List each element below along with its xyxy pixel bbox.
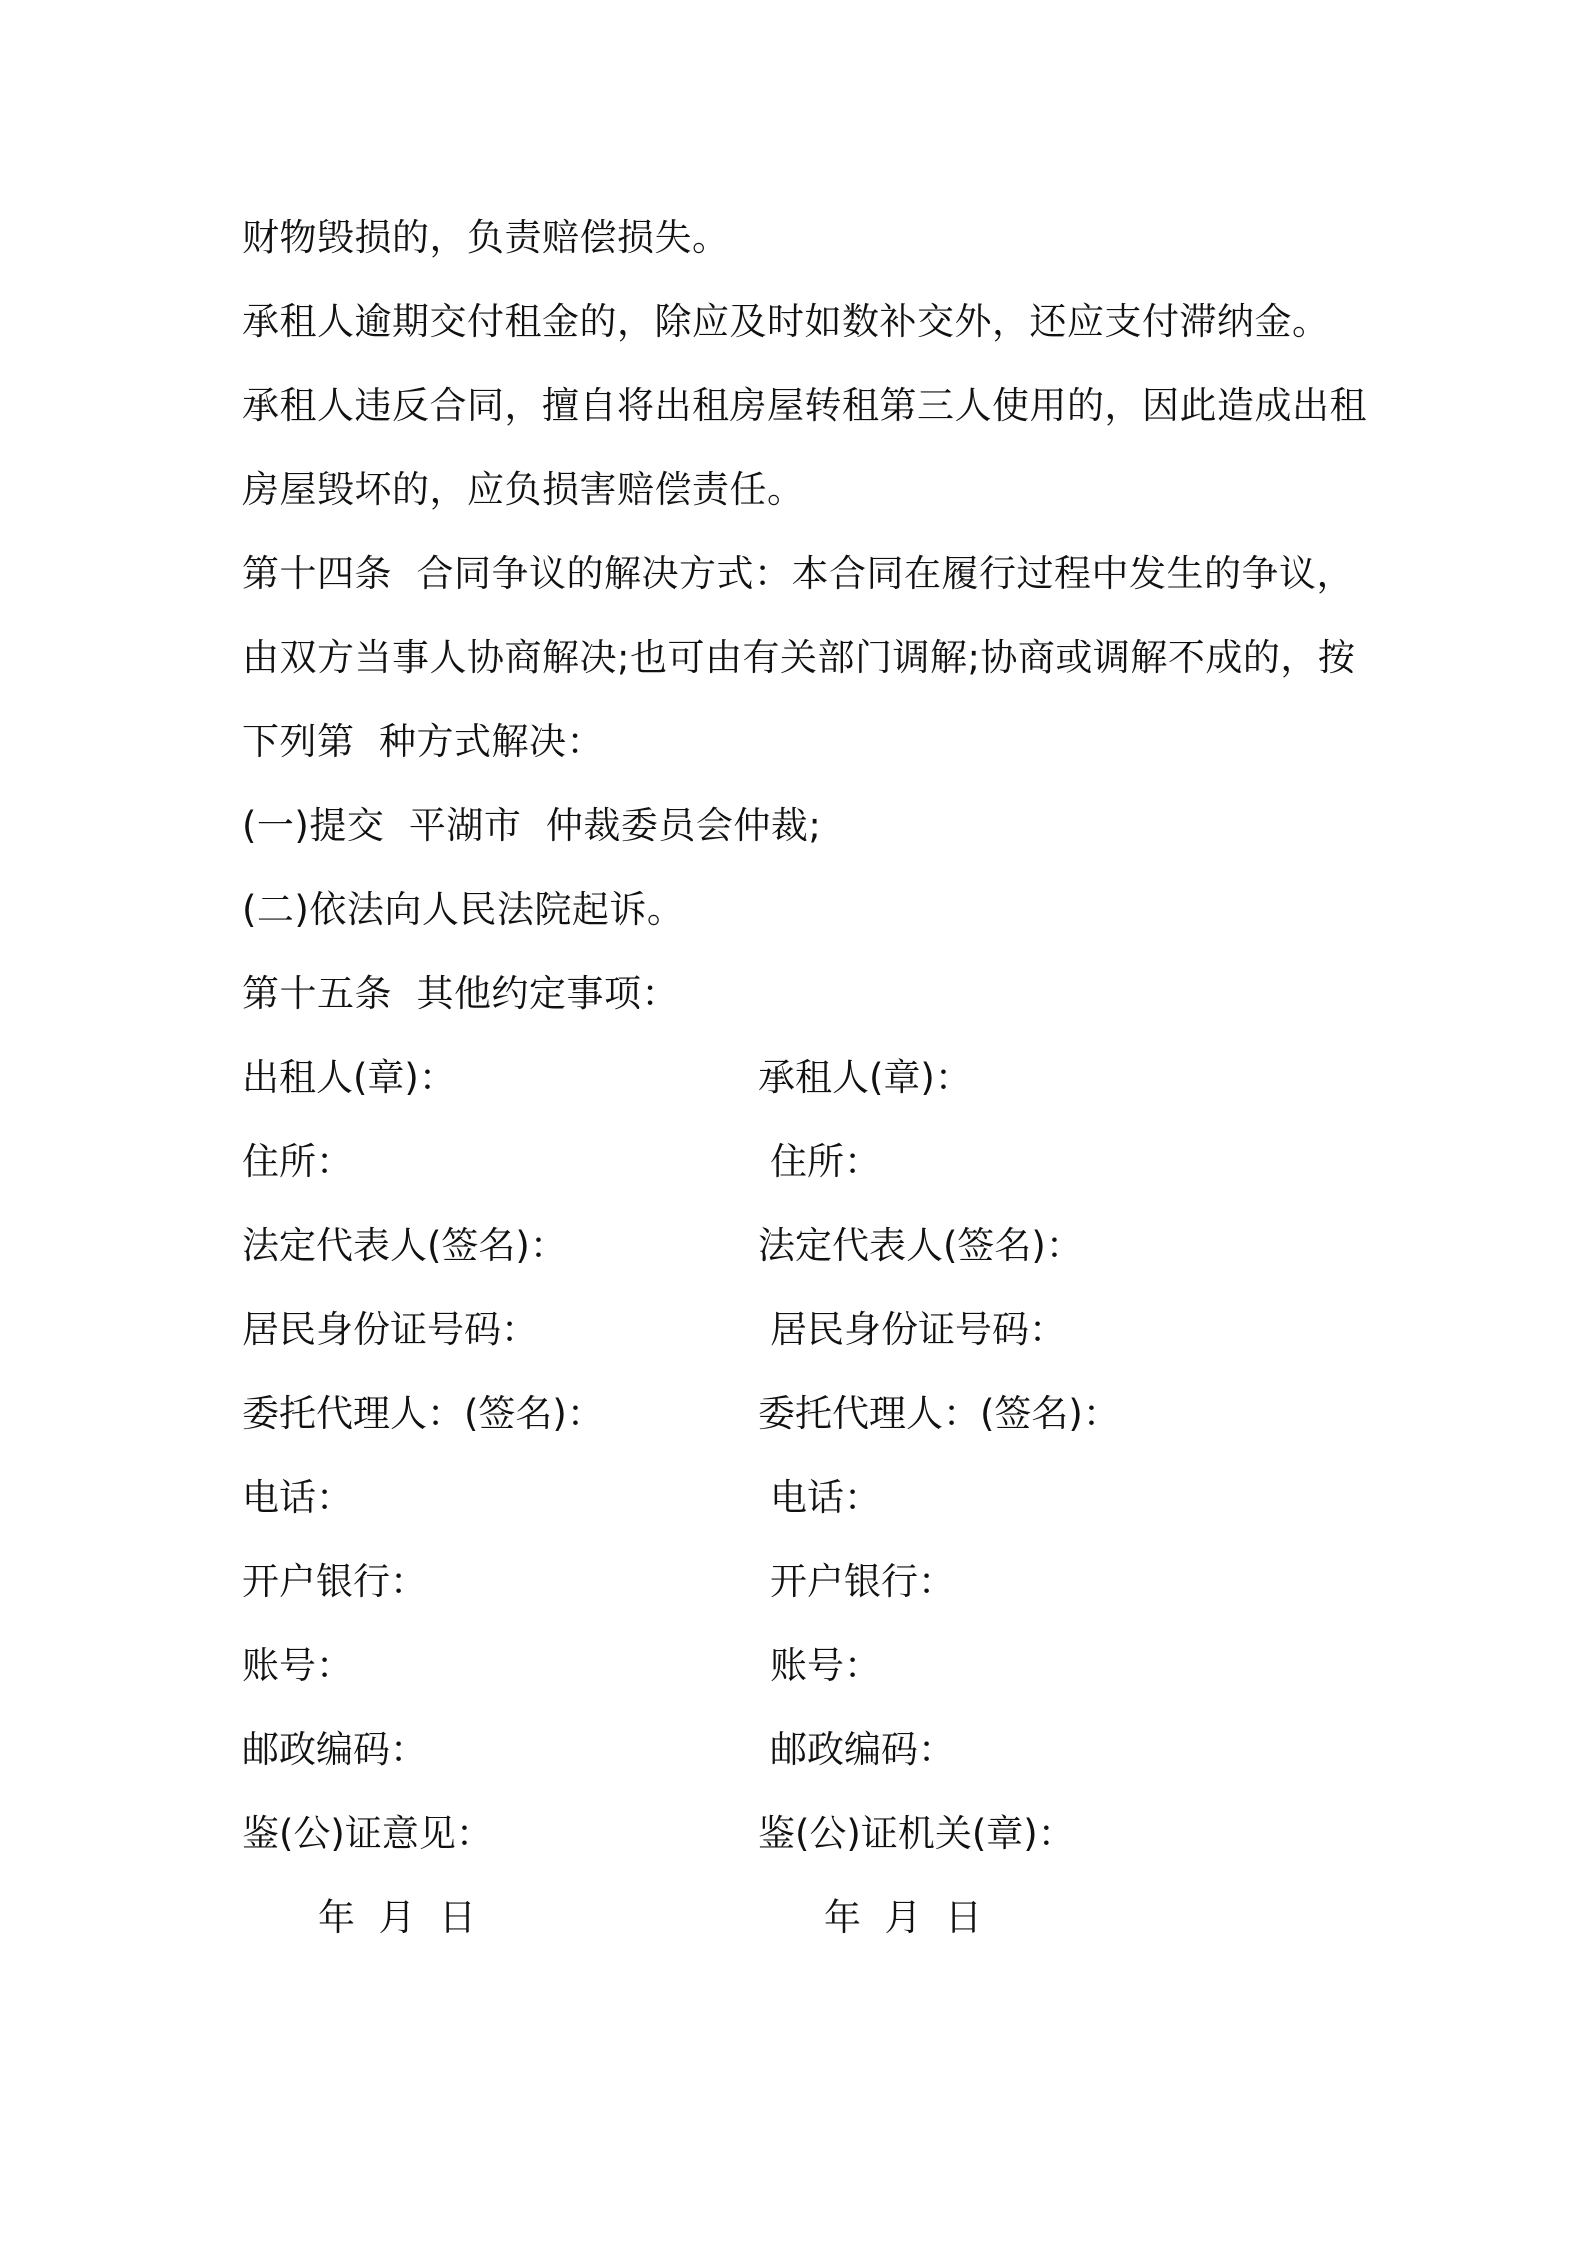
signature-row-lessor-lessee	[242, 1036, 1362, 1120]
signature-block	[242, 1036, 1362, 1960]
contract-body	[242, 196, 1367, 1036]
paragraph-line: 房屋毁坏的，应负损害赔偿责任。	[242, 468, 805, 511]
signature-row-legal-rep	[242, 1204, 1362, 1288]
signature-row-account	[242, 1624, 1362, 1708]
signature-row-bank	[242, 1540, 1362, 1624]
lessee-agent-label: 委托代理人：(签名)：	[758, 1392, 1120, 1435]
lessor-legal-rep-label: 法定代表人(签名)：	[242, 1224, 567, 1267]
lessor-agent-label: 委托代理人：(签名)：	[242, 1392, 604, 1435]
lessee-bank-label: 开户银行：	[770, 1560, 955, 1603]
option-one-line: (一)提交 平湖市 仲裁委员会仲裁;	[242, 804, 822, 847]
signature-row-address	[242, 1120, 1362, 1204]
lessee-account-label: 账号：	[770, 1644, 881, 1687]
signature-row-phone	[242, 1456, 1362, 1540]
article-14-line: 第十四条 合同争议的解决方式：本合同在履行过程中发生的争议，	[242, 552, 1355, 595]
notary-office-label: 鉴(公)证机关(章)：	[758, 1812, 1075, 1855]
article-15-line: 第十五条 其他约定事项：	[242, 972, 680, 1015]
lessor-account-label: 账号：	[242, 1644, 353, 1687]
paragraph-line: 承租人违反合同，擅自将出租房屋转租第三人使用的，因此造成出租	[242, 384, 1367, 427]
lessor-id-label: 居民身份证号码：	[242, 1308, 538, 1351]
lessee-seal-label: 承租人(章)：	[758, 1056, 972, 1099]
signature-row-postcode	[242, 1708, 1362, 1792]
signature-row-id-number	[242, 1288, 1362, 1372]
paragraph-line: 由双方当事人协商解决;也可由有关部门调解;协商或调解不成的，按	[242, 636, 1356, 679]
lessee-phone-label: 电话：	[770, 1476, 881, 1519]
lessee-legal-rep-label: 法定代表人(签名)：	[758, 1224, 1083, 1267]
paragraph-line: 财物毁损的，负责赔偿损失。	[242, 216, 730, 259]
lessee-postcode-label: 邮政编码：	[770, 1728, 955, 1771]
signature-row-date	[242, 1876, 1362, 1960]
paragraph-line: 承租人逾期交付租金的，除应及时如数补交外，还应支付滞纳金。	[242, 300, 1330, 343]
lessor-bank-label: 开户银行：	[242, 1560, 427, 1603]
notary-opinion-date: 年 月 日	[318, 1896, 477, 1939]
lessor-phone-label: 电话：	[242, 1476, 353, 1519]
option-two-line: (二)依法向人民法院起诉。	[242, 888, 685, 931]
notary-office-date: 年 月 日	[824, 1896, 983, 1939]
lessee-id-label: 居民身份证号码：	[770, 1308, 1066, 1351]
lessor-postcode-label: 邮政编码：	[242, 1728, 427, 1771]
lessor-address-label: 住所：	[242, 1140, 353, 1183]
notary-opinion-label: 鉴(公)证意见：	[242, 1812, 493, 1855]
lessee-address-label: 住所：	[770, 1140, 881, 1183]
signature-row-notary	[242, 1792, 1362, 1876]
paragraph-line: 下列第 种方式解决：	[242, 720, 605, 763]
signature-row-agent	[242, 1372, 1362, 1456]
lessor-seal-label: 出租人(章)：	[242, 1056, 456, 1099]
